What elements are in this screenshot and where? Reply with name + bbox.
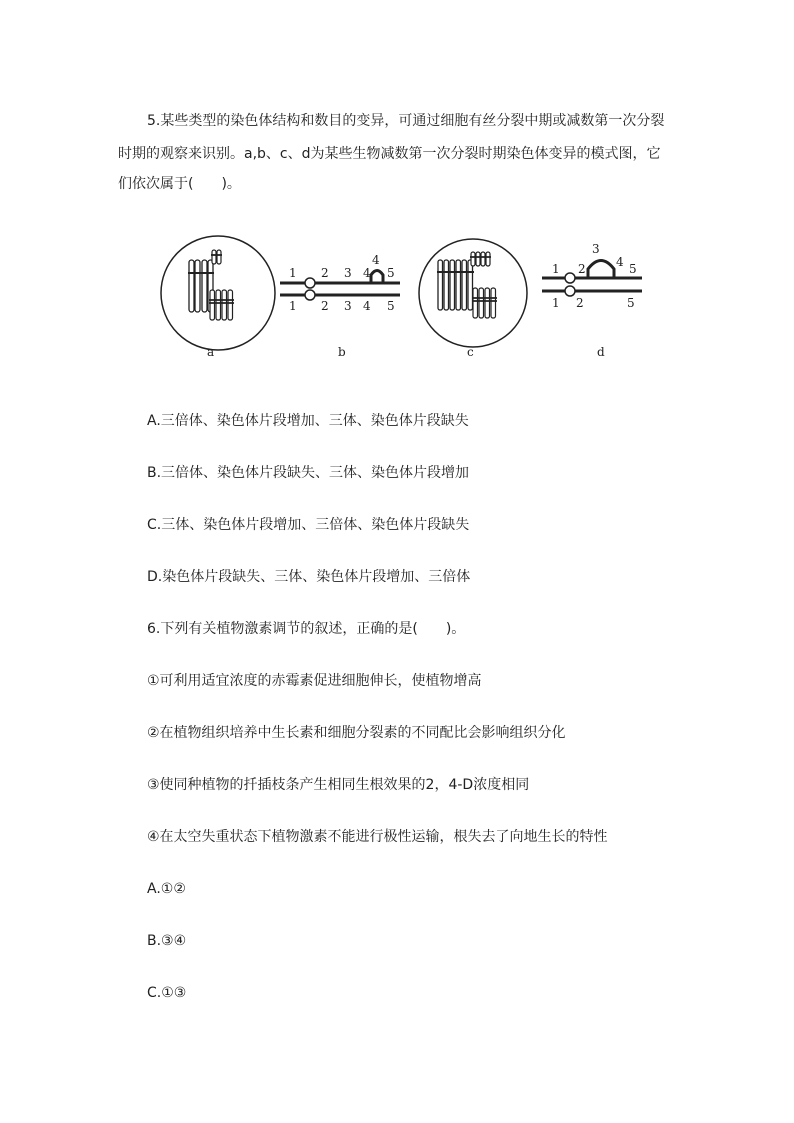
q6-statement-4: ④在太空失重状态下植物激素不能进行极性运输，根失去了向地生长的特性 (147, 829, 608, 845)
b-top-number: 4 (372, 253, 380, 267)
b-top-number: 5 (387, 266, 395, 280)
panel-label-a: a (207, 345, 215, 359)
d-bottom-number: 2 (576, 296, 584, 310)
q6-statement-3: ③使同种植物的扦插枝条产生相同生根效果的2，4-D浓度相同 (147, 777, 530, 793)
figure-svg (155, 228, 645, 363)
q5-option-c: C.三体、染色体片段增加、三倍体、染色体片段缺失 (147, 517, 470, 533)
q6-statement-1: ①可利用适宜浓度的赤霉素促进细胞伸长，使植物增高 (147, 673, 482, 689)
q6-option-b: B.③④ (147, 933, 187, 949)
panel-c-cell (419, 239, 527, 347)
q5-option-d: D.染色体片段缺失、三体、染色体片段增加、三倍体 (147, 569, 471, 585)
panel-b-top-numbers (289, 253, 395, 280)
q6-statement-2: ②在植物组织培养中生长素和细胞分裂素的不同配比会影响组织分化 (147, 725, 566, 741)
b-bottom-number: 2 (321, 299, 329, 313)
d-top-number: 3 (592, 242, 600, 256)
b-top-number: 1 (289, 266, 297, 280)
q5-option-b: B.三倍体、染色体片段缺失、三体、染色体片段增加 (147, 465, 470, 481)
q5-stem-line-2: 时期的观察来识别。a,b、c、d为某些生物减数第一次分裂时期染色体变异的模式图，它 (118, 146, 661, 162)
b-bottom-number: 1 (289, 299, 297, 313)
d-top-number: 2 (578, 262, 586, 276)
b-top-number: 2 (321, 266, 329, 280)
panel-label-d: d (597, 345, 605, 359)
q6-option-c: C.①③ (147, 985, 187, 1001)
panel-d-top-numbers (552, 242, 637, 276)
d-top-number: 4 (616, 255, 624, 269)
panel-b-bottom-numbers (289, 299, 395, 313)
q5-stem-line-1: 5.某些类型的染色体结构和数目的变异，可通过细胞有丝分裂中期或减数第一次分裂 (147, 113, 665, 129)
b-top-number: 4 (363, 266, 371, 280)
d-bottom-number: 1 (552, 296, 560, 310)
d-bottom-number: 5 (627, 296, 635, 310)
b-bottom-number: 3 (344, 299, 352, 313)
d-top-number: 5 (629, 262, 637, 276)
chromosome-variation-figure (155, 228, 645, 363)
panel-labels (207, 345, 605, 359)
b-bottom-number: 5 (387, 299, 395, 313)
panel-b-diagram (280, 271, 400, 301)
panel-label-c: c (467, 345, 474, 359)
b-top-number: 3 (344, 266, 352, 280)
q6-option-a: A.①② (147, 881, 186, 897)
d-top-number: 1 (552, 262, 560, 276)
b-bottom-number: 4 (363, 299, 371, 313)
panel-d-bottom-numbers (552, 296, 635, 310)
q5-stem-line-3: 们依次属于( )。 (118, 176, 241, 192)
q6-stem: 6.下列有关植物激素调节的叙述，正确的是( )。 (147, 621, 466, 637)
q5-option-a: A.三倍体、染色体片段增加、三体、染色体片段缺失 (147, 413, 469, 429)
panel-a-cell (161, 236, 275, 350)
panel-label-b: b (338, 345, 346, 359)
